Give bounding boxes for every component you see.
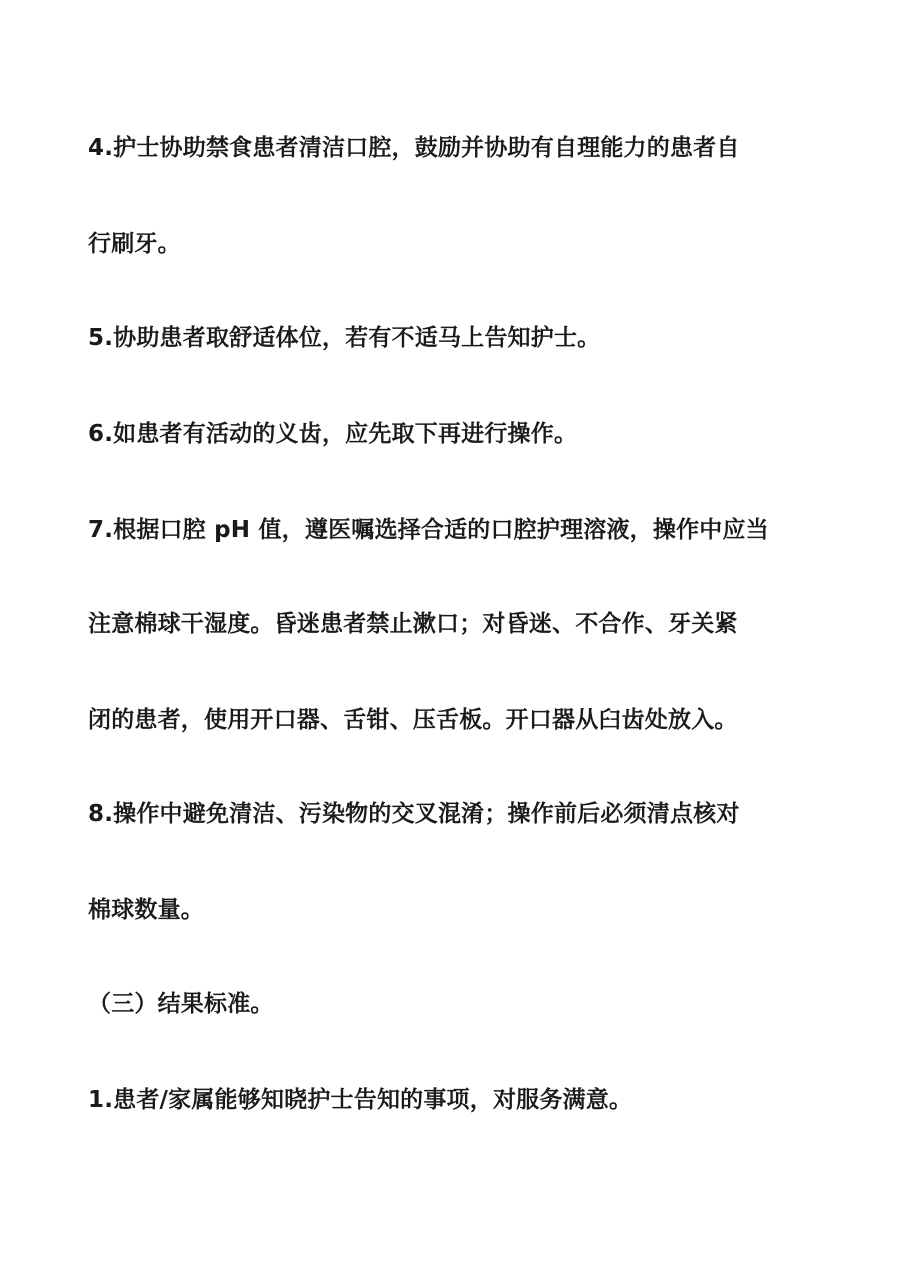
item-7-line-1: 7.根据口腔 pH 值，遵医嘱选择合适的口腔护理溶液，操作中应当 (88, 517, 769, 543)
section-heading: （三）结果标准。 (88, 991, 274, 1017)
item-4-line-1: 4.护士协助禁食患者清洁口腔，鼓励并协助有自理能力的患者自 (88, 135, 740, 161)
item-8-line-2: 棉球数量。 (88, 897, 204, 923)
item-7-line-2: 注意棉球干湿度。昏迷患者禁止漱口；对昏迷、不合作、牙关紧 (88, 611, 738, 637)
item-4-line-2: 行刷牙。 (88, 231, 181, 257)
item-6-line: 6.如患者有活动的义齿，应先取下再进行操作。 (88, 421, 578, 447)
item-8-line-1: 8.操作中避免清洁、污染物的交叉混淆；操作前后必须清点核对 (88, 801, 740, 827)
item-7-line-3: 闭的患者，使用开口器、舌钳、压舌板。开口器从臼齿处放入。 (88, 707, 738, 733)
result-item-1-line: 1.患者/家属能够知晓护士告知的事项，对服务满意。 (88, 1087, 633, 1113)
item-5-line: 5.协助患者取舒适体位，若有不适马上告知护士。 (88, 325, 601, 351)
